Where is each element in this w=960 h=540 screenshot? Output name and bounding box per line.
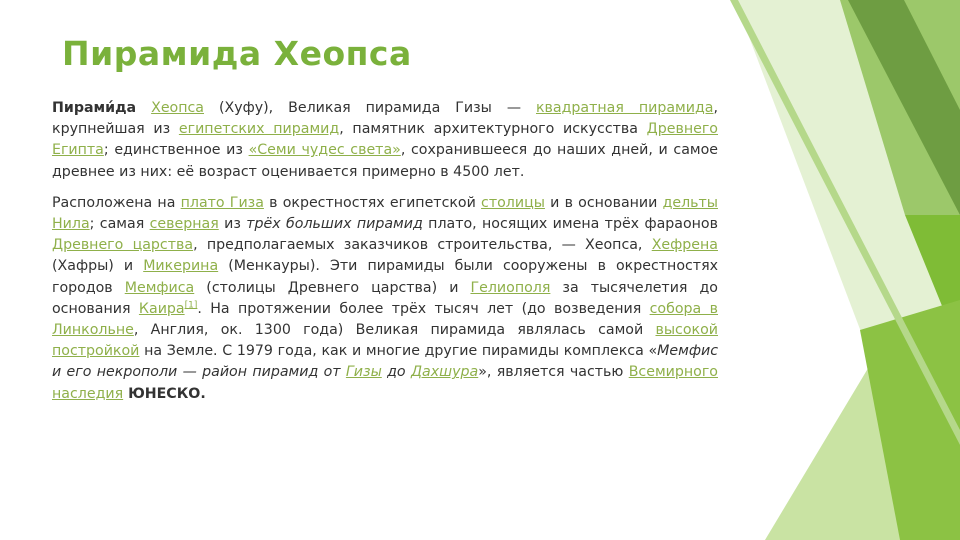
italic-memphis-necropolis: Мемфис и его некрополи — район пирамид от bbox=[52, 343, 718, 381]
link-old-kingdom[interactable]: Древнего царства bbox=[52, 237, 194, 254]
text: (Менкауры). Эти пирамиды были сооружены в окрестностях городов bbox=[52, 258, 719, 296]
text: , сохранившееся до наших дней, и самое древнее из них: её возраст оценивается примерно в 4500 лет. bbox=[52, 142, 718, 180]
link-capital[interactable]: столицы bbox=[481, 194, 545, 211]
text: в окрестностях египетской bbox=[263, 194, 482, 211]
link-tallest-structure[interactable]: высокой постройкой bbox=[52, 322, 718, 360]
link-egyptian-pyramids[interactable]: египетских пирамид bbox=[178, 121, 340, 138]
text: (Хафры) и bbox=[52, 258, 144, 275]
text: за тысячелетия до основания bbox=[52, 279, 718, 317]
link-seven-wonders[interactable]: «Семи чудес света» bbox=[248, 142, 401, 159]
text: (столицы Древнего царства) и bbox=[194, 279, 471, 296]
text: ; самая bbox=[89, 216, 150, 233]
text: (Хуфу), Великая пирамида Гизы — bbox=[204, 100, 536, 116]
link-world-heritage[interactable]: Всемирного наследия bbox=[52, 364, 718, 402]
link-giza-plateau[interactable]: плато Гиза bbox=[180, 194, 264, 211]
paragraph-1 bbox=[52, 98, 718, 183]
link-northern[interactable]: северная bbox=[149, 216, 219, 233]
link-nile-delta[interactable]: дельты Нила bbox=[52, 194, 718, 233]
link-menkaure[interactable]: Микерина bbox=[143, 258, 219, 275]
text: , Англия, ок. 1300 года) Великая пирамида являлась самой bbox=[133, 322, 656, 339]
text: ; единственное из bbox=[103, 142, 249, 159]
text: », является частью bbox=[478, 364, 629, 381]
text: на Земле. С 1979 года, как и многие другие пирамиды комплекса « bbox=[139, 343, 658, 360]
link-square-pyramid[interactable]: квадратная пирамида bbox=[535, 100, 714, 116]
text: , памятник архитектурного искусства bbox=[339, 121, 647, 138]
text-unesco: ЮНЕСКО. bbox=[123, 385, 206, 402]
text: и в основании bbox=[544, 194, 663, 211]
term-name: Пирами́да bbox=[52, 100, 137, 116]
link-cairo[interactable]: Каира bbox=[138, 300, 185, 317]
link-heliopolis[interactable]: Гелиополя bbox=[470, 279, 551, 296]
text: . На протяжении более трёх тысяч лет (до возведения bbox=[197, 300, 650, 317]
link-khafre[interactable]: Хефрена bbox=[651, 237, 718, 254]
text bbox=[136, 100, 151, 116]
text: плато, носящих имена трёх фараонов bbox=[422, 216, 718, 233]
slide-title: Пирамида Хеопса bbox=[62, 34, 412, 73]
link-kheops[interactable]: Хеопса bbox=[151, 100, 204, 116]
slide-body bbox=[52, 98, 718, 415]
italic-three-pyramids: трёх больших пирамид bbox=[246, 216, 423, 233]
paragraph-2 bbox=[52, 193, 718, 405]
text: из bbox=[218, 216, 247, 233]
link-lincoln-cathedral[interactable]: собора в Линкольне bbox=[52, 300, 718, 339]
link-giza[interactable]: Гизы bbox=[345, 364, 382, 381]
footnote-link[interactable]: [1] bbox=[184, 300, 198, 311]
italic-to: до bbox=[381, 364, 411, 381]
link-ancient-egypt[interactable]: Древнего Египта bbox=[52, 121, 718, 159]
link-dahshur[interactable]: Дахшура bbox=[410, 364, 479, 381]
text: , крупнейшая из bbox=[52, 100, 718, 138]
link-memphis[interactable]: Мемфиса bbox=[124, 279, 195, 296]
text: , предполагаемых заказчиков строительства, — Хеопса, bbox=[193, 237, 652, 254]
text: Расположена на bbox=[52, 194, 181, 211]
